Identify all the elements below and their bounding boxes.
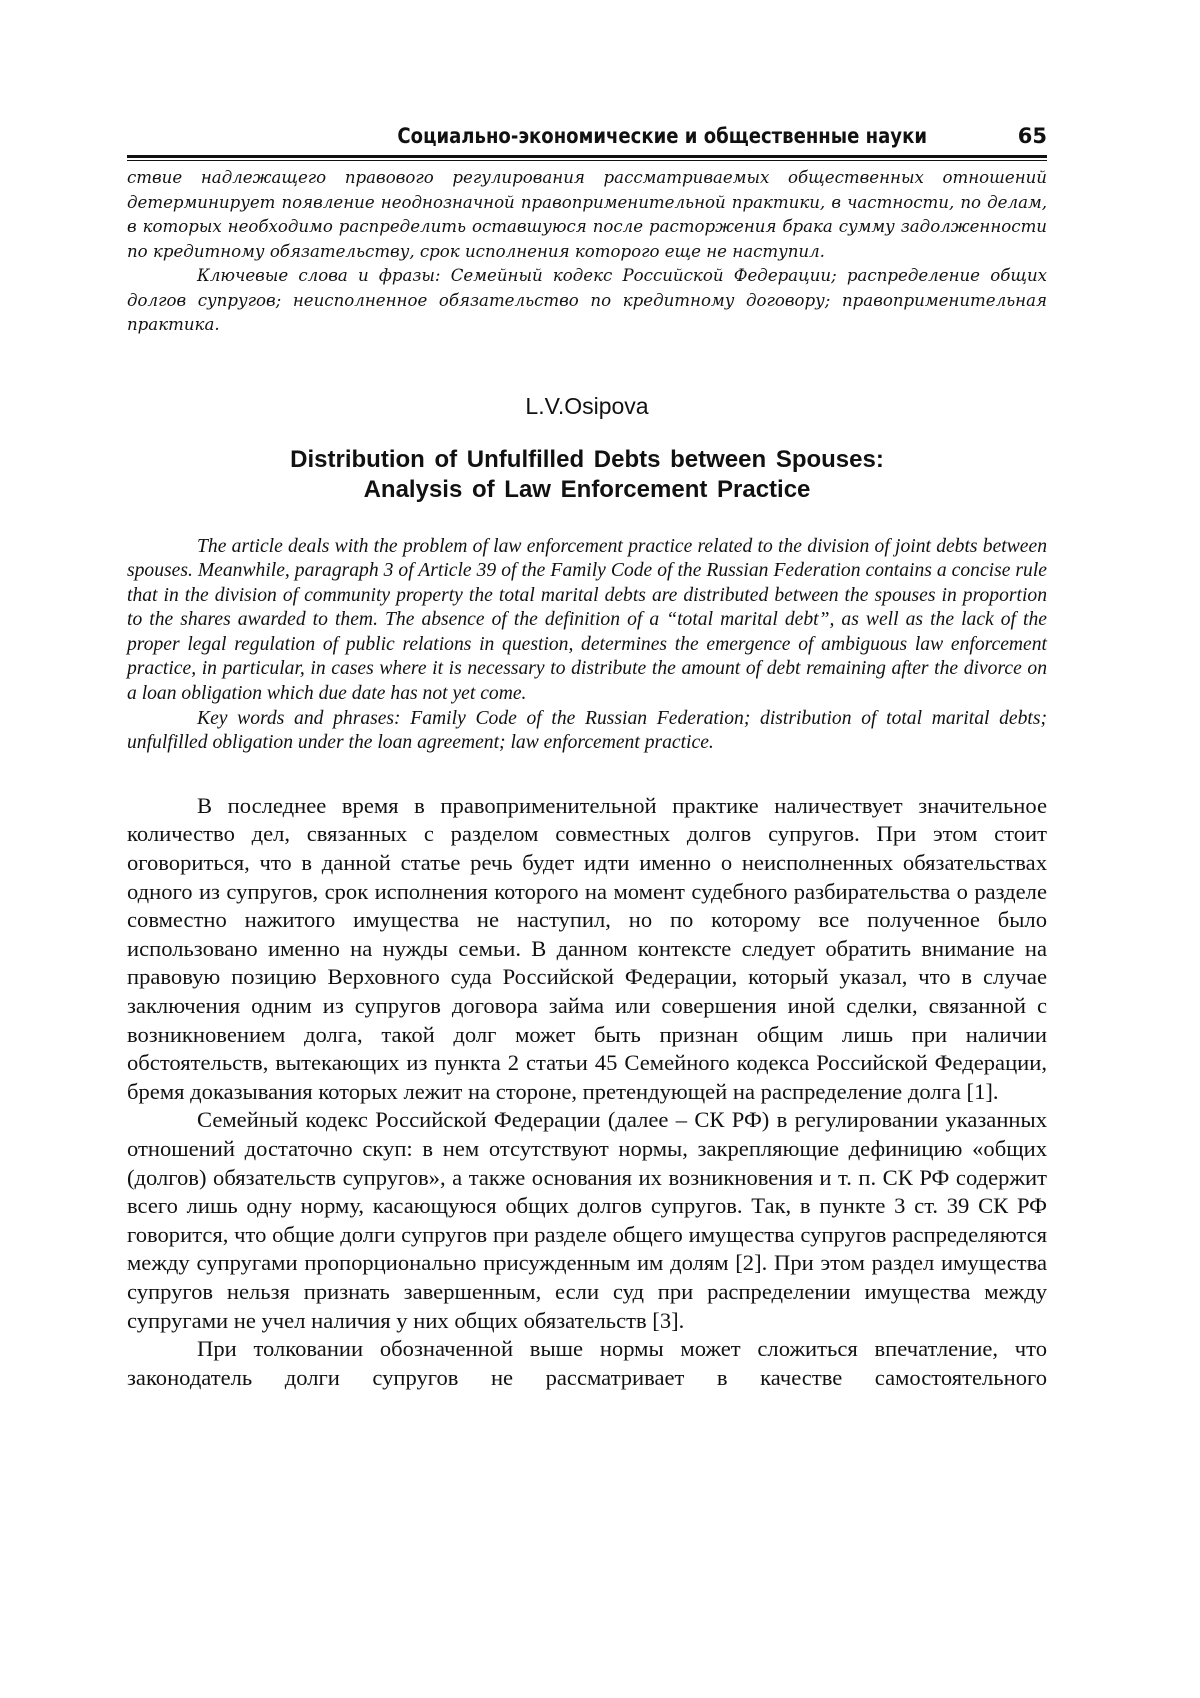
body-paragraph: В последнее время в правоприменительной практике наличествует значительное количество дел, связанных с разделом совместных долгов супругов. При этом стоит оговориться, что в данной статье речь будет идти именно о неисполненных обязательствах одного из супругов, срок исполнения которого на момент судебного разбирательства о разделе совместно нажитого имущества не наступил, но по которому все полученное было использовано именно на нужды семьи. В данном контексте следует обратить внимание на правовую позицию Верховного суда Российской Федерации, который указал, что в случае заключения одним из супругов договора займа или совершения иной сделки, связанной с возникновением долга, такой долг может быть признан общим лишь при наличии обстоятельств, вытекающих из пункта 2 статьи 45 Семейного кодекса Российской Федерации, бремя доказывания которых лежит на стороне, претендующей на распределение долга [1]. — [127, 792, 1047, 1104]
body-paragraph: Семейный кодекс Российской Федерации (далее – СК РФ) в регулировании указанных отношений достаточно скуп: в нем отсутствуют нормы, закрепляющие дефиницию «общих (долгов) обязательств супругов», а также основания их возникновения и т. п. СК РФ содержит всего лишь одну норму, касающуюся общих долгов супругов. Так, в пункте 3 ст. 39 СК РФ говорится, что общие долги супругов при разделе общего имущества супругов распределяются между супругами пропорционально присужденным им долям [2]. При этом раздел имущества супругов нельзя признать завершенным, если суд при распределении имущества между супругами не учел наличия у них общих обязательств [3]. — [127, 1107, 1047, 1333]
english-keywords: Key words and phrases: Family Code of the Russian Federation; distribution of total marital debts; unfulfilled obligation under the loan agreement; law enforcement practice. — [127, 707, 1047, 754]
journal-page — [127, 120, 1047, 1392]
article-body — [127, 792, 1047, 1392]
russian-abstract — [127, 166, 1047, 338]
article-title-line-1: Distribution of Unfulfilled Debts between Spouses: — [290, 445, 884, 473]
article-title-line-2: Analysis of Law Enforcement Practice — [363, 475, 811, 503]
russian-keywords: Ключевые слова и фразы: Семейный кодекс Российской Федерации; распределение общих долгов супругов; неисполненное обязательство по кредитному договору; правоприменительная практика. — [127, 266, 1047, 334]
article-title — [127, 445, 1047, 505]
header-rule — [127, 155, 1047, 158]
page-number: 65 — [1017, 124, 1047, 148]
english-abstract — [127, 535, 1047, 756]
section-title: Социально-экономические и общественные науки — [397, 124, 927, 148]
english-abstract-text: The article deals with the problem of law enforcement practice related to the division of joint debts between spouses. Meanwhile, paragraph 3 of Article 39 of the Family Code of the Russian Federation contains a concise rule that in the division of community property the total marital debts are distributed between the spouses in proportion to the shares awarded to them. The absence of the definition of a “total marital debt”, as well as the lack of the proper legal regulation of public relations in question, determines the emergence of ambiguous law enforcement practice, in particular, in cases where it is necessary to distribute the amount of debt remaining after the divorce on a loan obligation which due date has not yet come. — [127, 535, 1047, 705]
russian-abstract-continuation: ствие надлежащего правового регулирования рассматриваемых общественных отношений детерминирует появление неоднозначной правоприменительной практики, в частности, по делам, в которых необходимо распределить оставшуюся после расторжения брака сумму задолженности по кредитному обязательству, срок исполнения которого еще не наступил. — [127, 168, 1047, 261]
body-paragraph: При толковании обозначенной выше нормы может сложиться впечатление, что законодатель долги супругов не рассматривает в качестве самостоятельного — [127, 1336, 1047, 1390]
header-rule-thin — [127, 160, 1047, 161]
author-name: L.V.Osipova — [525, 392, 649, 419]
running-header — [127, 120, 1047, 152]
